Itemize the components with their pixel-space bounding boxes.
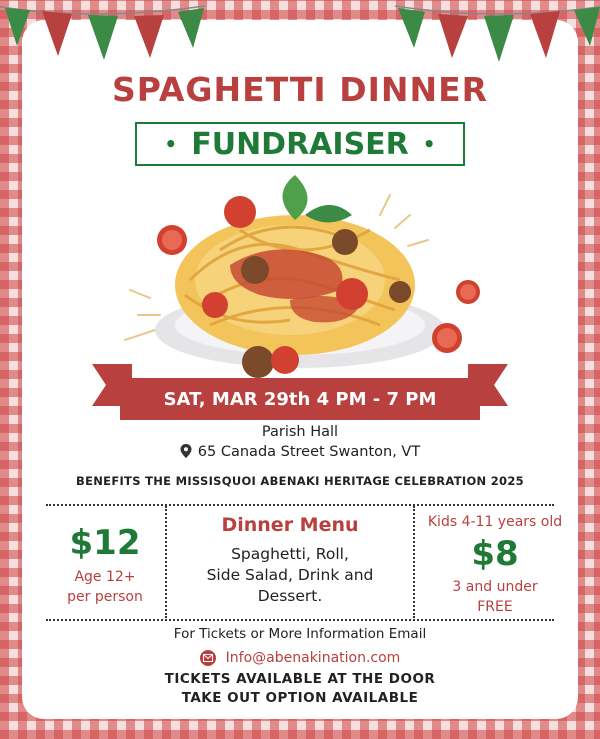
fundraiser-label: FUNDRAISER — [191, 126, 409, 162]
fundraiser-banner — [135, 122, 465, 166]
event-date-time: SAT, MAR 29th 4 PM - 7 PM — [163, 388, 437, 410]
venue-name: Parish Hall — [261, 424, 339, 440]
benefits-statement: BENEFITS THE MISSISQUOI ABENAKI HERITAGE CELEBRATION 2025 — [76, 474, 524, 488]
bunting-decoration — [0, 0, 600, 70]
envelope-icon — [200, 650, 216, 666]
address-row — [0, 444, 600, 460]
bullet-right: • — [422, 132, 436, 156]
tickets-at-door: TICKETS AVAILABLE AT THE DOOR — [164, 671, 436, 687]
kids-note-line2: FREE — [477, 599, 513, 615]
adult-note-line1: Age 12+ — [74, 569, 136, 585]
kids-age-label: Kids 4-11 years old — [427, 514, 563, 530]
menu-items — [170, 544, 410, 607]
bullet-left: • — [164, 132, 178, 156]
divider-bottom — [46, 619, 554, 621]
menu-line-1: Spaghetti, Roll, — [231, 545, 349, 563]
menu-line-3: Dessert. — [257, 587, 323, 605]
kids-note-line1: 3 and under — [452, 579, 538, 595]
address-text: 65 Canada Street Swanton, VT — [197, 444, 421, 460]
menu-line-2: Side Salad, Drink and — [206, 566, 374, 584]
adult-price: $12 — [69, 523, 141, 563]
email-link[interactable]: Info@abenakination.com — [225, 650, 401, 666]
event-title: SPAGHETTI DINNER — [111, 70, 489, 109]
adult-note-line2: per person — [67, 589, 143, 605]
location-pin-icon — [180, 444, 192, 458]
spaghetti-illustration — [90, 170, 510, 385]
divider-top — [46, 504, 554, 506]
takeout-option: TAKE OUT OPTION AVAILABLE — [181, 690, 419, 706]
contact-prompt: For Tickets or More Information Email — [173, 626, 427, 642]
menu-title: Dinner Menu — [221, 514, 359, 536]
email-row — [0, 650, 600, 666]
kids-price: $8 — [471, 534, 519, 574]
